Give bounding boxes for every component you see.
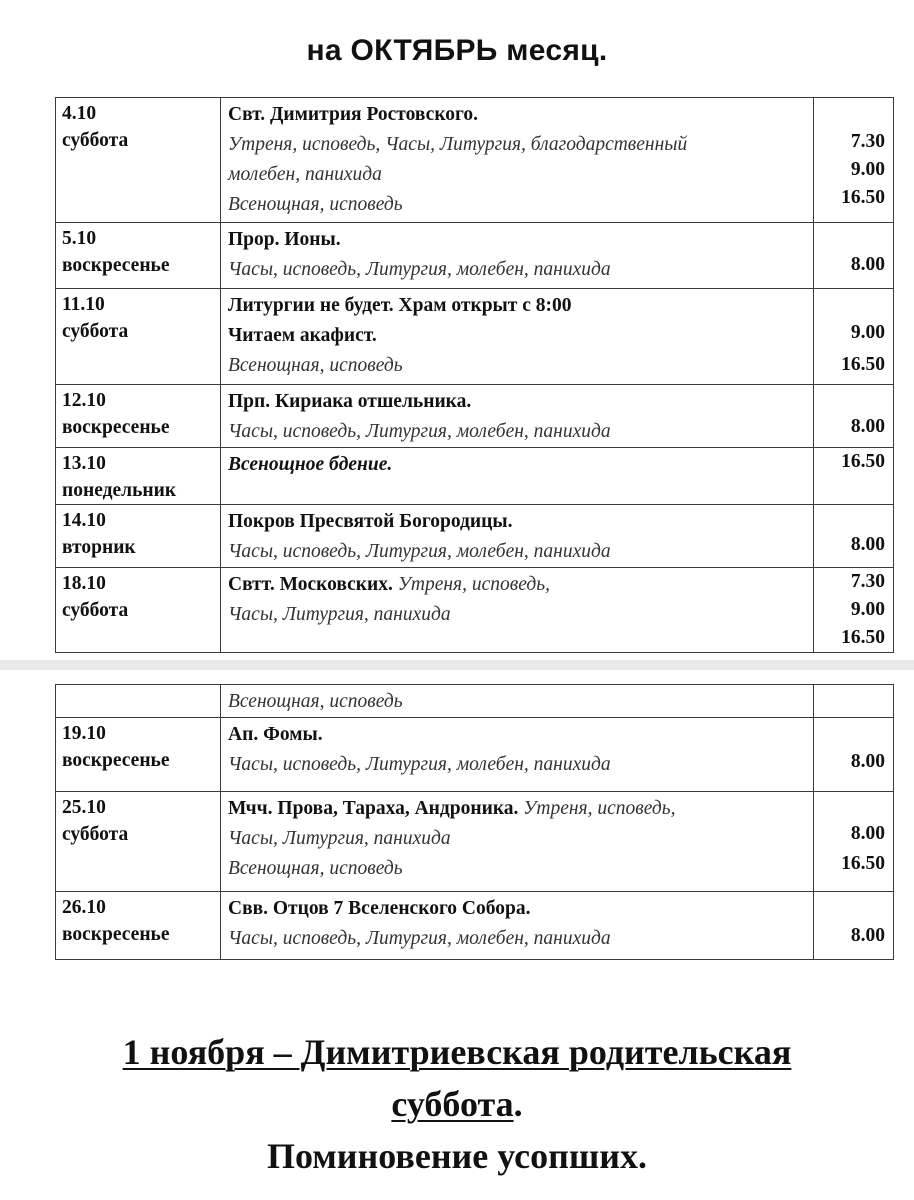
service-list: Часы, исповедь, Литургия, молебен, панихида xyxy=(228,754,611,775)
date: 18.10 xyxy=(62,573,106,594)
weekday: воскресенье xyxy=(62,417,170,438)
feast-name: Свв. Отцов 7 Вселенского Собора. xyxy=(228,898,531,919)
feast-name: Читаем акафист. xyxy=(228,325,377,346)
feast-name: Прп. Кириака отшельника. xyxy=(228,391,472,412)
service-line xyxy=(228,321,807,351)
service-line xyxy=(228,190,807,220)
service-line xyxy=(228,600,807,630)
service-line xyxy=(228,537,807,567)
feast-name: Свт. Димитрия Ростовского. xyxy=(228,104,479,125)
schedule-table-continued xyxy=(55,684,894,960)
service-line xyxy=(228,225,807,255)
date-cell xyxy=(56,385,221,448)
service-time: 16.50 xyxy=(841,853,885,874)
service-line xyxy=(228,417,807,447)
service-list: Всенощная, исповедь xyxy=(228,691,403,712)
schedule-row xyxy=(56,792,894,892)
service-line xyxy=(228,130,807,160)
date: 13.10 xyxy=(62,453,106,474)
announcement-line-1: 1 ноября – Димитриевская родительская xyxy=(122,1032,792,1072)
service-list: молебен, панихида xyxy=(228,164,382,185)
service-list: Утреня, исповедь, Часы, Литургия, благодарственный xyxy=(228,134,688,155)
date-cell xyxy=(56,223,221,289)
weekday: суббота xyxy=(62,600,129,621)
schedule-row xyxy=(56,685,894,718)
service-cell xyxy=(221,505,814,568)
weekday: суббота xyxy=(62,321,129,342)
time-cell xyxy=(814,98,894,223)
service-time: 8.00 xyxy=(850,823,885,844)
service-line xyxy=(228,387,807,417)
service-time: 16.50 xyxy=(841,451,885,472)
service-line xyxy=(228,255,807,285)
schedule-row xyxy=(56,448,894,505)
service-name: Всенощное бдение. xyxy=(228,454,393,475)
schedule-table xyxy=(55,97,894,653)
announcement-line-3: Поминовение усопших. xyxy=(266,1136,648,1176)
service-list: Часы, исповедь, Литургия, молебен, панихида xyxy=(228,421,611,442)
service-time: 9.00 xyxy=(850,599,885,620)
weekday: вторник xyxy=(62,537,136,558)
service-cell xyxy=(221,568,814,653)
service-time: 8.00 xyxy=(850,751,885,772)
date: 25.10 xyxy=(62,797,106,818)
service-cell xyxy=(221,448,814,505)
service-list: Утреня, исповедь, xyxy=(523,798,676,819)
service-list: Часы, исповедь, Литургия, молебен, панихида xyxy=(228,928,611,949)
service-line xyxy=(228,924,807,954)
service-list: Всенощная, исповедь xyxy=(228,858,403,879)
service-line xyxy=(228,351,807,381)
weekday: воскресенье xyxy=(62,750,170,771)
service-time: 7.30 xyxy=(850,571,885,592)
schedule-row xyxy=(56,505,894,568)
date-cell xyxy=(56,792,221,892)
time-cell xyxy=(814,568,894,653)
service-time: 9.00 xyxy=(850,322,885,343)
time-cell xyxy=(814,223,894,289)
weekday: понедельник xyxy=(62,480,177,501)
time-cell xyxy=(814,792,894,892)
time-cell xyxy=(814,892,894,960)
time-cell xyxy=(814,385,894,448)
date-cell xyxy=(56,289,221,385)
announcement-line-2: суббота xyxy=(391,1084,514,1124)
service-cell xyxy=(221,223,814,289)
schedule-row xyxy=(56,98,894,223)
service-line xyxy=(228,570,807,600)
service-list: Утреня, исповедь, xyxy=(397,574,551,595)
service-time: 8.00 xyxy=(850,416,885,437)
feast-name: Прор. Ионы. xyxy=(228,229,341,250)
date-cell xyxy=(56,892,221,960)
service-list: Часы, исповедь, Литургия, молебен, панихида xyxy=(228,541,611,562)
service-line xyxy=(228,687,807,717)
service-list: Часы, исповедь, Литургия, молебен, панихида xyxy=(228,259,611,280)
schedule-row xyxy=(56,385,894,448)
date: 14.10 xyxy=(62,510,106,531)
service-time: 7.30 xyxy=(850,131,885,152)
weekday: суббота xyxy=(62,824,129,845)
service-line xyxy=(228,160,807,190)
service-time: 8.00 xyxy=(850,534,885,555)
service-line xyxy=(228,100,807,130)
service-list: Всенощная, исповедь xyxy=(228,194,403,215)
service-time: 16.50 xyxy=(841,354,885,375)
service-cell xyxy=(221,718,814,792)
announcement-line-2-punct: . xyxy=(513,1084,523,1124)
feast-name: Ап. Фомы. xyxy=(228,724,323,745)
date-cell xyxy=(56,685,221,718)
feast-name: Литургии не будет. Храм открыт с 8:00 xyxy=(228,295,572,316)
service-cell xyxy=(221,289,814,385)
service-line xyxy=(228,291,807,321)
service-line xyxy=(228,720,807,750)
service-line xyxy=(228,450,807,480)
date: 5.10 xyxy=(62,228,97,249)
schedule-row xyxy=(56,289,894,385)
schedule-row xyxy=(56,223,894,289)
date-cell xyxy=(56,505,221,568)
feast-name: Мчч. Прова, Тараха, Андроника. xyxy=(228,798,519,819)
service-cell xyxy=(221,98,814,223)
service-time: 9.00 xyxy=(850,159,885,180)
schedule-row xyxy=(56,718,894,792)
date: 19.10 xyxy=(62,723,106,744)
feast-name: Свтт. Московских. xyxy=(228,574,393,595)
time-cell xyxy=(814,685,894,718)
service-line xyxy=(228,507,807,537)
service-time: 8.00 xyxy=(850,925,885,946)
page-break xyxy=(0,660,914,670)
weekday: воскресенье xyxy=(62,255,170,276)
time-cell xyxy=(814,505,894,568)
service-list: Часы, Литургия, панихида xyxy=(228,604,451,625)
service-line xyxy=(228,894,807,924)
date-cell xyxy=(56,98,221,223)
weekday: суббота xyxy=(62,130,129,151)
schedule-row xyxy=(56,892,894,960)
service-time: 16.50 xyxy=(841,187,885,208)
page-title: на ОКТЯБРЬ месяц. xyxy=(306,34,608,67)
feast-name: Покров Пресвятой Богородицы. xyxy=(228,511,513,532)
date-cell xyxy=(56,718,221,792)
service-line xyxy=(228,854,807,884)
service-cell xyxy=(221,685,814,718)
time-cell xyxy=(814,718,894,792)
service-time: 8.00 xyxy=(850,254,885,275)
date-cell xyxy=(56,448,221,505)
service-list: Всенощная, исповедь xyxy=(228,355,403,376)
weekday: воскресенье xyxy=(62,924,170,945)
service-line xyxy=(228,794,807,824)
announcement xyxy=(0,1030,914,1178)
service-list: Часы, Литургия, панихида xyxy=(228,828,451,849)
service-cell xyxy=(221,892,814,960)
service-line xyxy=(228,750,807,780)
time-cell xyxy=(814,289,894,385)
date: 26.10 xyxy=(62,897,106,918)
service-time: 16.50 xyxy=(841,627,885,648)
schedule-row xyxy=(56,568,894,653)
service-cell xyxy=(221,385,814,448)
date-cell xyxy=(56,568,221,653)
service-cell xyxy=(221,792,814,892)
date: 11.10 xyxy=(62,294,105,315)
service-line xyxy=(228,824,807,854)
date: 4.10 xyxy=(62,103,97,124)
time-cell xyxy=(814,448,894,505)
date: 12.10 xyxy=(62,390,106,411)
